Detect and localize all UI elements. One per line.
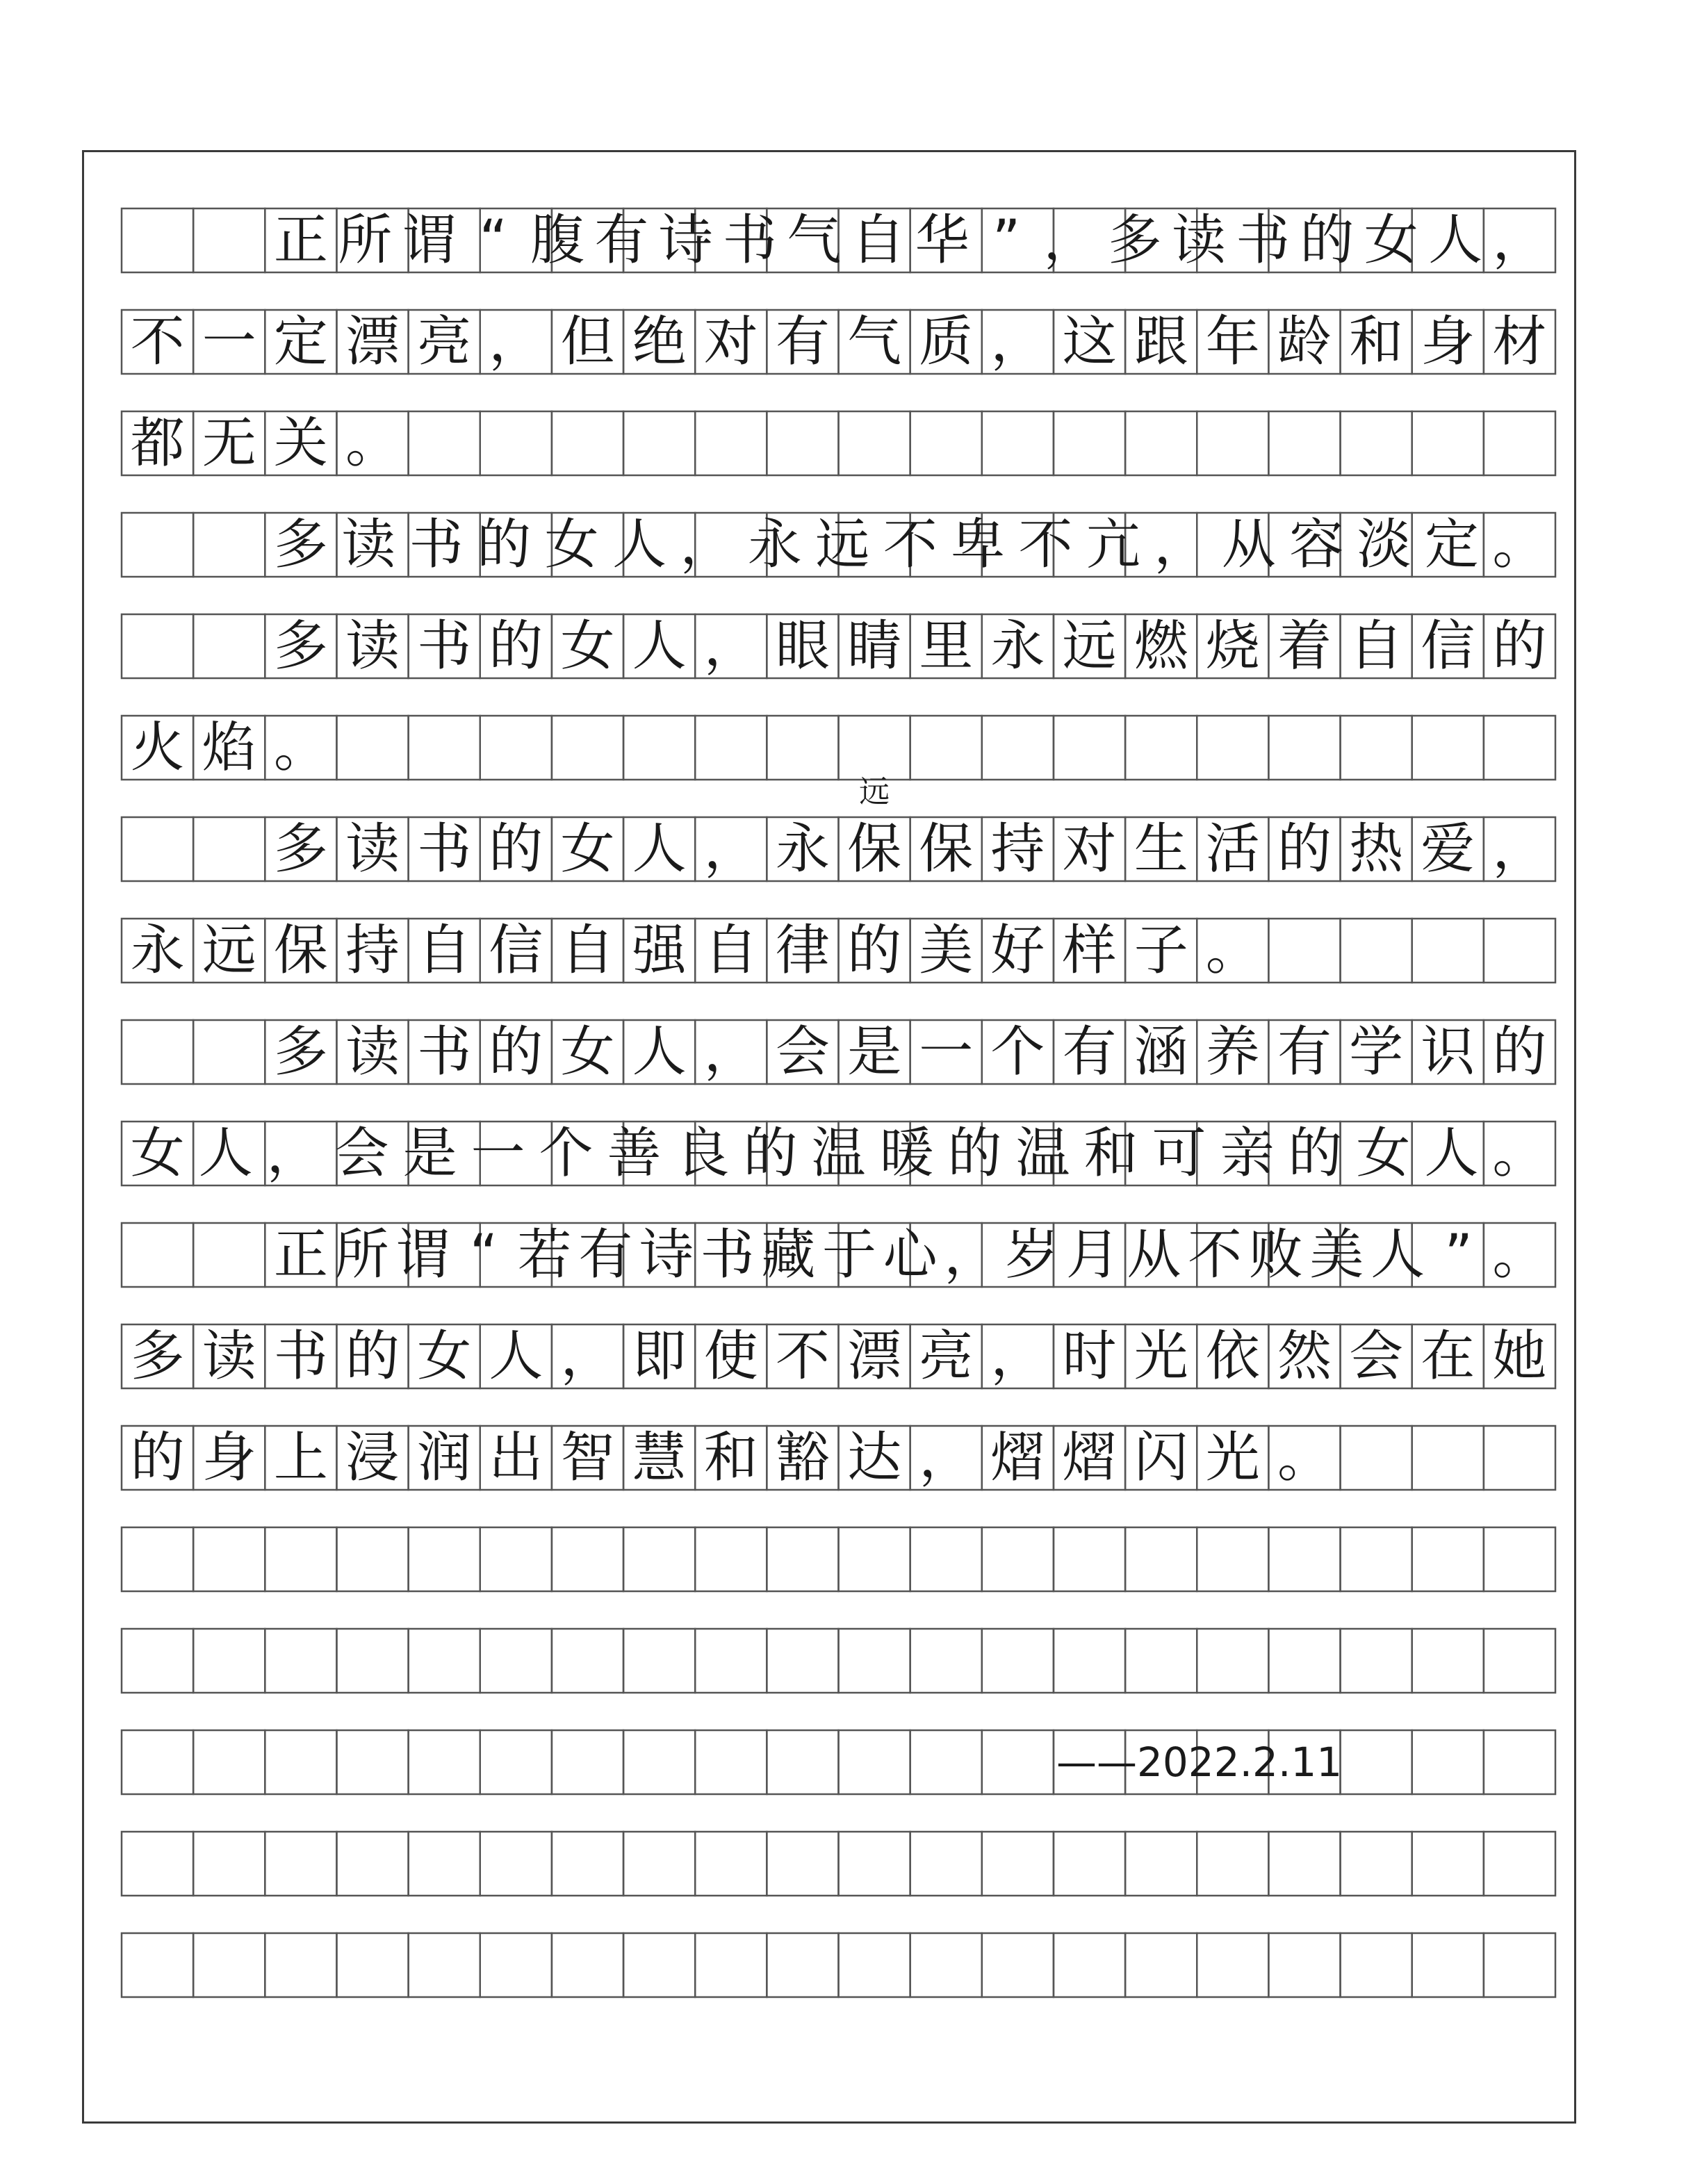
grid-cell (409, 1527, 480, 1591)
grid-cell (122, 1527, 193, 1591)
grid-row (122, 1629, 1555, 1693)
grid-cell (122, 1223, 193, 1287)
grid-cell (122, 208, 193, 272)
grid-cell (1341, 1933, 1412, 1997)
grid-cell (193, 817, 265, 881)
grid-cell (839, 1730, 910, 1794)
grid-cell (1341, 411, 1412, 475)
handwritten-line: 不一定漂亮，但绝对有气质，这跟年龄和身材 (130, 311, 1547, 373)
grid-cell (1197, 1629, 1268, 1693)
grid-cell (1268, 1933, 1340, 1997)
grid-cell (623, 411, 695, 475)
grid-cell (695, 1629, 767, 1693)
grid-cell (122, 1020, 193, 1084)
grid-cell (1341, 1832, 1412, 1896)
grid-cell (623, 1629, 695, 1693)
handwritten-line: 多读书的女人，永保保持对生活的热爱， (273, 818, 1547, 880)
grid-cell (839, 1832, 910, 1896)
grid-cell (480, 1730, 552, 1794)
grid-cell (767, 1832, 838, 1896)
grid-cell (767, 1933, 838, 1997)
grid-cell (409, 1933, 480, 1997)
grid-cell (193, 1527, 265, 1591)
insertion-correction-mark: 远 (859, 774, 890, 810)
grid-cell (409, 411, 480, 475)
grid-cell (1268, 1832, 1340, 1896)
grid-cell (695, 1933, 767, 1997)
grid-cell (623, 716, 695, 780)
grid-cell (336, 1730, 408, 1794)
grid-cell (1341, 919, 1412, 983)
grid-row (122, 1426, 1555, 1490)
grid-cell (1484, 1730, 1555, 1794)
grid-cell (480, 411, 552, 475)
grid-cell (910, 1933, 982, 1997)
grid-cell (982, 1527, 1054, 1591)
grid-cell (552, 716, 623, 780)
grid-cell (265, 1527, 336, 1591)
grid-cell (1412, 1933, 1484, 1997)
grid-cell (193, 1730, 265, 1794)
grid-cell (695, 1832, 767, 1896)
handwritten-line: 多读书的女人，永远不卑不亢，从容淡定。 (273, 514, 1547, 576)
grid-cell (839, 1527, 910, 1591)
grid-cell (193, 1933, 265, 1997)
grid-cell (1484, 1426, 1555, 1490)
grid-cell (1054, 716, 1125, 780)
grid-cell (265, 1629, 336, 1693)
grid-cell (1341, 1730, 1412, 1794)
grid-cell (910, 1527, 982, 1591)
grid-cell (336, 716, 408, 780)
grid-cell (1268, 716, 1340, 780)
grid-cell (336, 1933, 408, 1997)
grid-cell (1125, 1933, 1197, 1997)
grid-cell (1054, 1629, 1125, 1693)
grid-cell (1484, 716, 1555, 780)
grid-cell (122, 1629, 193, 1693)
grid-cell (265, 1832, 336, 1896)
grid-cell (480, 1933, 552, 1997)
grid-cell (1054, 411, 1125, 475)
grid-cell (695, 1730, 767, 1794)
grid-cell (1197, 1527, 1268, 1591)
grid-cell (910, 716, 982, 780)
grid-cell (982, 1933, 1054, 1997)
grid-row (122, 716, 1555, 780)
grid-cell (1054, 1933, 1125, 1997)
grid-cell (1412, 1527, 1484, 1591)
grid-cell (1054, 1527, 1125, 1591)
grid-row (122, 1933, 1555, 1997)
grid-cell (982, 411, 1054, 475)
grid-cell (552, 1730, 623, 1794)
grid-cell (336, 1527, 408, 1591)
grid-cell (982, 1730, 1054, 1794)
grid-cell (1268, 1629, 1340, 1693)
grid-cell (982, 1832, 1054, 1896)
grid-cell (552, 1527, 623, 1591)
signature-date: ——2022.2.11 (1056, 1739, 1343, 1786)
grid-cell (767, 411, 838, 475)
grid-cell (767, 1629, 838, 1693)
grid-cell (193, 1832, 265, 1896)
grid-cell (193, 614, 265, 678)
grid-cell (767, 1730, 838, 1794)
grid-cell (1341, 716, 1412, 780)
grid-cell (409, 1730, 480, 1794)
grid-cell (910, 1730, 982, 1794)
grid-row (122, 411, 1555, 475)
grid-cell (336, 1832, 408, 1896)
grid-cell (1412, 919, 1484, 983)
grid-cell (265, 1933, 336, 1997)
grid-cell (552, 1832, 623, 1896)
grid-cell (1125, 1629, 1197, 1693)
grid-row (122, 817, 1555, 881)
grid-cell (1268, 411, 1340, 475)
grid-cell (1484, 1832, 1555, 1896)
grid-cell (1412, 411, 1484, 475)
grid-cell (1125, 1832, 1197, 1896)
grid-cell (1125, 1527, 1197, 1591)
grid-cell (193, 1020, 265, 1084)
grid-cell (122, 1730, 193, 1794)
grid-cell (695, 1527, 767, 1591)
grid-cell (767, 1527, 838, 1591)
grid-cell (1125, 716, 1197, 780)
grid-cell (1197, 411, 1268, 475)
grid-cell (193, 208, 265, 272)
grid-cell (1412, 1832, 1484, 1896)
grid-cell (623, 1933, 695, 1997)
grid-cell (193, 1629, 265, 1693)
grid-cell (623, 1832, 695, 1896)
grid-cell (1412, 1730, 1484, 1794)
grid-cell (193, 1223, 265, 1287)
grid-cell (122, 614, 193, 678)
grid-cell (910, 411, 982, 475)
grid-cell (552, 1629, 623, 1693)
grid-cell (1197, 716, 1268, 780)
grid-cell (1341, 1426, 1412, 1490)
grid-cell (839, 1629, 910, 1693)
grid-cell (122, 1933, 193, 1997)
grid-cell (982, 1629, 1054, 1693)
grid-cell (1484, 1933, 1555, 1997)
grid-cell (1341, 1527, 1412, 1591)
grid-row (122, 1324, 1555, 1388)
grid-cell (1484, 919, 1555, 983)
grid-cell (767, 716, 838, 780)
grid-row (122, 310, 1555, 374)
handwritten-line: 正所谓“腹有诗书气自华”，多读书的女人， (273, 209, 1547, 272)
grid-cell (1054, 1832, 1125, 1896)
handwritten-line: 女人，会是一个善良的温暖的温和可亲的女人。 (130, 1122, 1547, 1185)
grid-cell (695, 411, 767, 475)
handwritten-line: 多读书的女人，眼睛里永远燃烧着自信的 (273, 615, 1547, 678)
grid-cell (409, 716, 480, 780)
grid-cell (982, 716, 1054, 780)
grid-cell (480, 1527, 552, 1591)
grid-cell (1268, 919, 1340, 983)
handwritten-line: 正所谓“若有诗书藏于心，岁月从不败美人”。 (273, 1224, 1547, 1286)
grid-cell (1412, 1629, 1484, 1693)
grid-cell (1341, 1629, 1412, 1693)
grid-cell (1197, 1832, 1268, 1896)
grid-cell (122, 513, 193, 577)
grid-cell (480, 716, 552, 780)
grid-cell (480, 1832, 552, 1896)
grid-cell (910, 1629, 982, 1693)
grid-cell (1412, 1426, 1484, 1490)
handwritten-line: 火焰。 (130, 716, 328, 779)
grid-cell (695, 716, 767, 780)
grid-cell (623, 1730, 695, 1794)
grid-cell (122, 817, 193, 881)
grid-row (122, 1020, 1555, 1084)
grid-cell (1268, 1527, 1340, 1591)
handwritten-line: 多读书的女人，会是一个有涵养有学识的 (273, 1021, 1547, 1083)
grid-row (122, 1527, 1555, 1591)
grid-cell (623, 1527, 695, 1591)
grid-cell (839, 716, 910, 780)
grid-cell (839, 1933, 910, 1997)
grid-cell (1484, 1629, 1555, 1693)
handwritten-line: 永远保持自信自强自律的美好样子。 (130, 919, 1260, 982)
grid-row (122, 919, 1555, 983)
grid-cell (1197, 1933, 1268, 1997)
grid-row (122, 614, 1555, 678)
grid-cell (552, 1933, 623, 1997)
grid-cell (1125, 411, 1197, 475)
grid-cell (1412, 716, 1484, 780)
grid-cell (265, 1730, 336, 1794)
grid-cell (409, 1629, 480, 1693)
grid-cell (409, 1832, 480, 1896)
grid-cell (122, 1832, 193, 1896)
grid-cell (336, 1629, 408, 1693)
handwritten-line: 的身上浸润出智慧和豁达，熠熠闪光。 (130, 1427, 1332, 1489)
handwritten-line: 多读书的女人，即使不漂亮，时光依然会在她 (130, 1325, 1547, 1388)
grid-cell (1484, 1527, 1555, 1591)
grid-cell (193, 513, 265, 577)
grid-cell (839, 411, 910, 475)
grid-cell (1484, 411, 1555, 475)
grid-cell (552, 411, 623, 475)
grid-row (122, 1832, 1555, 1896)
grid-cell (910, 1832, 982, 1896)
grid-cell (480, 1629, 552, 1693)
handwritten-line: 都无关。 (130, 412, 400, 475)
